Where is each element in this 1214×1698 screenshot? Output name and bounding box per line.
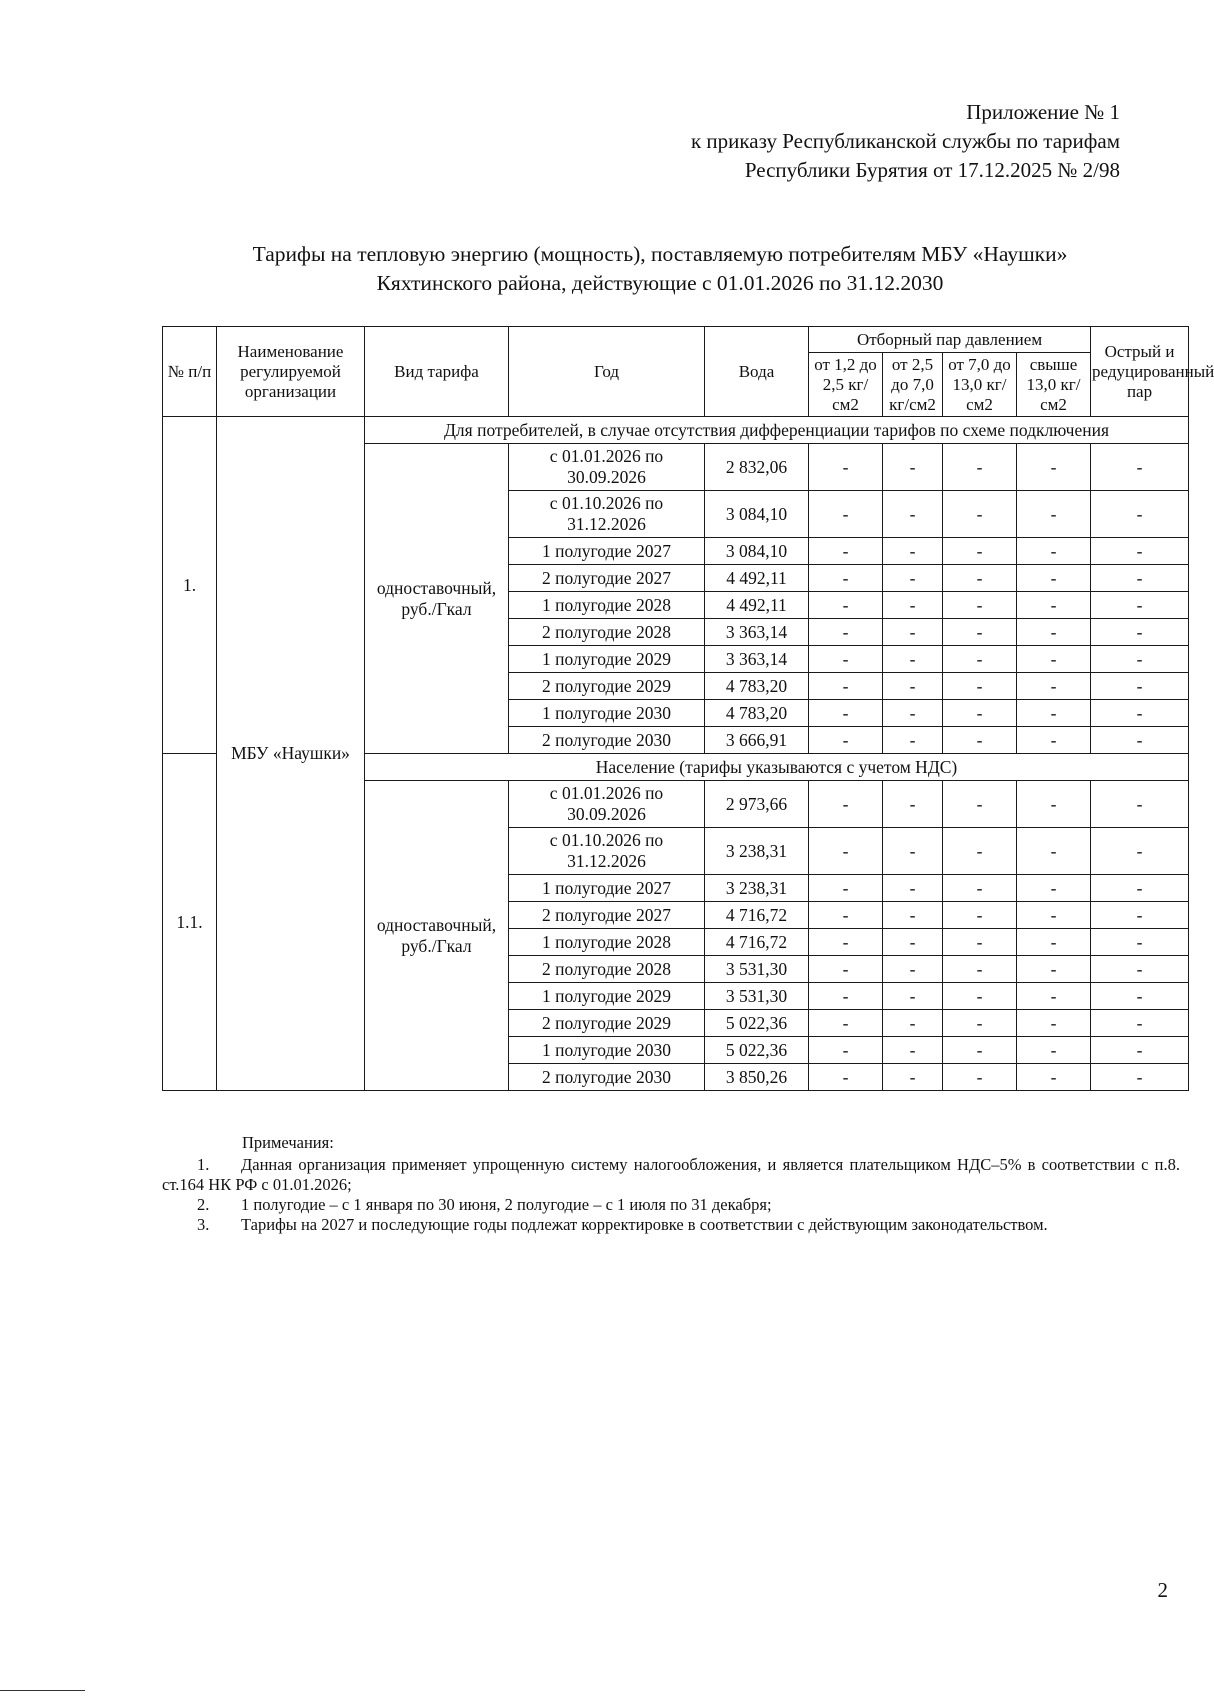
cell-water: 3 531,30	[705, 956, 809, 983]
cell-steam-2: -	[883, 902, 943, 929]
section-label: Для потребителей, в случае отсутствия дифференциации тарифов по схеме подключения	[365, 417, 1189, 444]
tariff-table-body	[163, 417, 1189, 1091]
cell-steam-4: -	[1017, 646, 1091, 673]
note-item	[162, 1215, 1180, 1235]
cell-steam-4: -	[1017, 956, 1091, 983]
cell-steam-1: -	[809, 538, 883, 565]
cell-steam-2: -	[883, 538, 943, 565]
cell-steam-1: -	[809, 491, 883, 538]
cell-steam-2: -	[883, 491, 943, 538]
cell-water: 3 363,14	[705, 619, 809, 646]
cell-steam-2: -	[883, 1064, 943, 1091]
header-num: № п/п	[163, 327, 217, 417]
cell-steam-4: -	[1017, 619, 1091, 646]
cell-steam-2: -	[883, 929, 943, 956]
cell-steam-1: -	[809, 875, 883, 902]
cell-steam-4: -	[1017, 902, 1091, 929]
cell-water: 3 238,31	[705, 828, 809, 875]
cell-steam-1: -	[809, 727, 883, 754]
cell-sharp-steam: -	[1091, 902, 1189, 929]
cell-steam-1: -	[809, 828, 883, 875]
cell-sharp-steam: -	[1091, 956, 1189, 983]
cell-steam-1: -	[809, 1037, 883, 1064]
cell-steam-3: -	[943, 956, 1017, 983]
cell-steam-2: -	[883, 444, 943, 491]
cell-sharp-steam: -	[1091, 1010, 1189, 1037]
document-title	[150, 240, 1170, 298]
cell-year: 1 полугодие 2027	[509, 538, 705, 565]
cell-steam-2: -	[883, 828, 943, 875]
cell-sharp-steam: -	[1091, 646, 1189, 673]
cell-steam-4: -	[1017, 781, 1091, 828]
cell-steam-2: -	[883, 983, 943, 1010]
cell-steam-1: -	[809, 673, 883, 700]
cell-water: 4 716,72	[705, 902, 809, 929]
cell-steam-1: -	[809, 592, 883, 619]
cell-sharp-steam: -	[1091, 828, 1189, 875]
cell-steam-3: -	[943, 727, 1017, 754]
tariff-type: одноставочный, руб./Гкал	[365, 781, 509, 1091]
cell-year: 2 полугодие 2027	[509, 902, 705, 929]
cell-steam-3: -	[943, 828, 1017, 875]
cell-water: 5 022,36	[705, 1037, 809, 1064]
notes-heading: Примечания:	[242, 1133, 334, 1152]
cell-year: 1 полугодие 2030	[509, 1037, 705, 1064]
cell-sharp-steam: -	[1091, 673, 1189, 700]
cell-steam-3: -	[943, 646, 1017, 673]
cell-steam-4: -	[1017, 1037, 1091, 1064]
cell-steam-4: -	[1017, 491, 1091, 538]
cell-steam-3: -	[943, 929, 1017, 956]
cell-year: 1 полугодие 2029	[509, 646, 705, 673]
cell-steam-3: -	[943, 1010, 1017, 1037]
cell-year: 1 полугодие 2030	[509, 700, 705, 727]
cell-steam-4: -	[1017, 538, 1091, 565]
header-year: Год	[509, 327, 705, 417]
cell-steam-4: -	[1017, 828, 1091, 875]
cell-steam-4: -	[1017, 727, 1091, 754]
cell-steam-4: -	[1017, 1010, 1091, 1037]
cell-sharp-steam: -	[1091, 1064, 1189, 1091]
tariff-type: одноставочный, руб./Гкал	[365, 444, 509, 754]
cell-water: 2 973,66	[705, 781, 809, 828]
cell-sharp-steam: -	[1091, 619, 1189, 646]
cell-steam-3: -	[943, 538, 1017, 565]
cell-sharp-steam: -	[1091, 727, 1189, 754]
cell-steam-3: -	[943, 491, 1017, 538]
cell-water: 4 492,11	[705, 592, 809, 619]
header-water: Вода	[705, 327, 809, 417]
cell-sharp-steam: -	[1091, 875, 1189, 902]
appendix-line-3: Республики Бурятия от 17.12.2025 № 2/98	[744, 158, 1120, 182]
cell-steam-3: -	[943, 1064, 1017, 1091]
cell-water: 3 666,91	[705, 727, 809, 754]
cell-year: 1 полугодие 2029	[509, 983, 705, 1010]
cell-steam-3: -	[943, 619, 1017, 646]
cell-water: 4 492,11	[705, 565, 809, 592]
section-label-row	[163, 417, 1189, 444]
section-label: Население (тарифы указываются с учетом НДС)	[365, 754, 1189, 781]
cell-steam-1: -	[809, 929, 883, 956]
cell-year: 1 полугодие 2027	[509, 875, 705, 902]
cell-steam-4: -	[1017, 673, 1091, 700]
appendix-header	[691, 98, 1120, 185]
cell-steam-2: -	[883, 700, 943, 727]
cell-year: с 01.10.2026 по 31.12.2026	[509, 828, 705, 875]
cell-steam-3: -	[943, 700, 1017, 727]
row-number: 1.	[163, 417, 217, 754]
cell-water: 4 783,20	[705, 673, 809, 700]
header-tariff-type: Вид тарифа	[365, 327, 509, 417]
cell-steam-1: -	[809, 646, 883, 673]
cell-year: с 01.01.2026 по 30.09.2026	[509, 444, 705, 491]
appendix-line-2: к приказу Республиканской службы по тарифам	[690, 129, 1120, 153]
header-org: Наименование регулируемой организации	[217, 327, 365, 417]
cell-steam-1: -	[809, 1064, 883, 1091]
cell-steam-2: -	[883, 781, 943, 828]
cell-year: с 01.10.2026 по 31.12.2026	[509, 491, 705, 538]
cell-steam-3: -	[943, 1037, 1017, 1064]
cell-sharp-steam: -	[1091, 491, 1189, 538]
cell-sharp-steam: -	[1091, 592, 1189, 619]
cell-steam-1: -	[809, 1010, 883, 1037]
header-steam-4: свыше 13,0 кг/см2	[1017, 353, 1091, 417]
cell-steam-3: -	[943, 902, 1017, 929]
cell-year: 2 полугодие 2028	[509, 956, 705, 983]
note-number: 2.	[197, 1195, 210, 1214]
header-sharp-steam: Острый и редуцированный пар	[1091, 327, 1189, 417]
cell-sharp-steam: -	[1091, 1037, 1189, 1064]
cell-sharp-steam: -	[1091, 444, 1189, 491]
cell-steam-2: -	[883, 875, 943, 902]
cell-sharp-steam: -	[1091, 538, 1189, 565]
header-steam-2: от 2,5 до 7,0 кг/см2	[883, 353, 943, 417]
cell-steam-3: -	[943, 875, 1017, 902]
cell-steam-4: -	[1017, 565, 1091, 592]
cell-steam-2: -	[883, 619, 943, 646]
note-item	[162, 1155, 1180, 1195]
cell-steam-2: -	[883, 565, 943, 592]
note-number: 3.	[197, 1215, 210, 1234]
cell-steam-4: -	[1017, 1064, 1091, 1091]
note-text: Данная организация применяет упрощенную систему налогообложения, и является плательщиком НДС–5% в соответствии с п.8. ст.164 НК РФ с 01.01.2026;	[162, 1155, 1180, 1194]
cell-steam-1: -	[809, 902, 883, 929]
cell-year: 2 полугодие 2029	[509, 673, 705, 700]
note-text: Тарифы на 2027 и последующие годы подлежат корректировке в соответствии с действующим законодательством.	[241, 1215, 1048, 1234]
note-number: 1.	[197, 1155, 210, 1174]
notes-section	[162, 1133, 1180, 1235]
cell-sharp-steam: -	[1091, 781, 1189, 828]
note-text: 1 полугодие – с 1 января по 30 июня, 2 полугодие – с 1 июля по 31 декабря;	[241, 1195, 772, 1214]
row-number: 1.1.	[163, 754, 217, 1091]
cell-sharp-steam: -	[1091, 983, 1189, 1010]
note-item	[162, 1195, 1180, 1215]
cell-sharp-steam: -	[1091, 929, 1189, 956]
cell-steam-1: -	[809, 956, 883, 983]
cell-steam-4: -	[1017, 444, 1091, 491]
header-steam-3: от 7,0 до 13,0 кг/см2	[943, 353, 1017, 417]
title-line-1: Тарифы на тепловую энергию (мощность), поставляемую потребителям МБУ «Наушки»	[252, 242, 1068, 266]
cell-steam-4: -	[1017, 592, 1091, 619]
cell-steam-4: -	[1017, 700, 1091, 727]
cell-water: 3 084,10	[705, 538, 809, 565]
cell-sharp-steam: -	[1091, 700, 1189, 727]
cell-water: 4 783,20	[705, 700, 809, 727]
cell-steam-3: -	[943, 565, 1017, 592]
cell-water: 4 716,72	[705, 929, 809, 956]
cell-steam-2: -	[883, 727, 943, 754]
cell-water: 2 832,06	[705, 444, 809, 491]
cell-steam-2: -	[883, 1037, 943, 1064]
cell-water: 5 022,36	[705, 1010, 809, 1037]
cell-year: 1 полугодие 2028	[509, 929, 705, 956]
organization-name: МБУ «Наушки»	[217, 417, 365, 1091]
cell-year: 2 полугодие 2030	[509, 727, 705, 754]
cell-year: 1 полугодие 2028	[509, 592, 705, 619]
cell-steam-2: -	[883, 956, 943, 983]
cell-steam-1: -	[809, 700, 883, 727]
cell-water: 3 850,26	[705, 1064, 809, 1091]
cell-steam-4: -	[1017, 875, 1091, 902]
cell-steam-1: -	[809, 781, 883, 828]
header-steam-group: Отборный пар давлением	[809, 327, 1091, 353]
cell-steam-2: -	[883, 646, 943, 673]
cell-sharp-steam: -	[1091, 565, 1189, 592]
cell-steam-1: -	[809, 983, 883, 1010]
cell-water: 3 084,10	[705, 491, 809, 538]
header-steam-1: от 1,2 до 2,5 кг/см2	[809, 353, 883, 417]
cell-water: 3 531,30	[705, 983, 809, 1010]
cell-steam-1: -	[809, 565, 883, 592]
page-number: 2	[1157, 1578, 1168, 1602]
title-line-2: Кяхтинского района, действующие с 01.01.2026 по 31.12.2030	[376, 271, 944, 295]
cell-steam-3: -	[943, 673, 1017, 700]
cell-steam-2: -	[883, 1010, 943, 1037]
cell-steam-3: -	[943, 444, 1017, 491]
cell-year: 2 полугодие 2027	[509, 565, 705, 592]
cell-year: 2 полугодие 2029	[509, 1010, 705, 1037]
cell-water: 3 363,14	[705, 646, 809, 673]
cell-steam-1: -	[809, 619, 883, 646]
appendix-line-1: Приложение № 1	[966, 100, 1120, 124]
cell-year: 2 полугодие 2028	[509, 619, 705, 646]
cell-steam-2: -	[883, 673, 943, 700]
cell-steam-2: -	[883, 592, 943, 619]
cell-steam-4: -	[1017, 983, 1091, 1010]
cell-year: 2 полугодие 2030	[509, 1064, 705, 1091]
tariff-table	[162, 326, 1214, 1091]
cell-steam-1: -	[809, 444, 883, 491]
cell-steam-3: -	[943, 983, 1017, 1010]
cell-water: 3 238,31	[705, 875, 809, 902]
cell-steam-4: -	[1017, 929, 1091, 956]
cell-year: с 01.01.2026 по 30.09.2026	[509, 781, 705, 828]
cell-steam-3: -	[943, 592, 1017, 619]
footer-divider	[0, 1690, 85, 1691]
cell-steam-3: -	[943, 781, 1017, 828]
